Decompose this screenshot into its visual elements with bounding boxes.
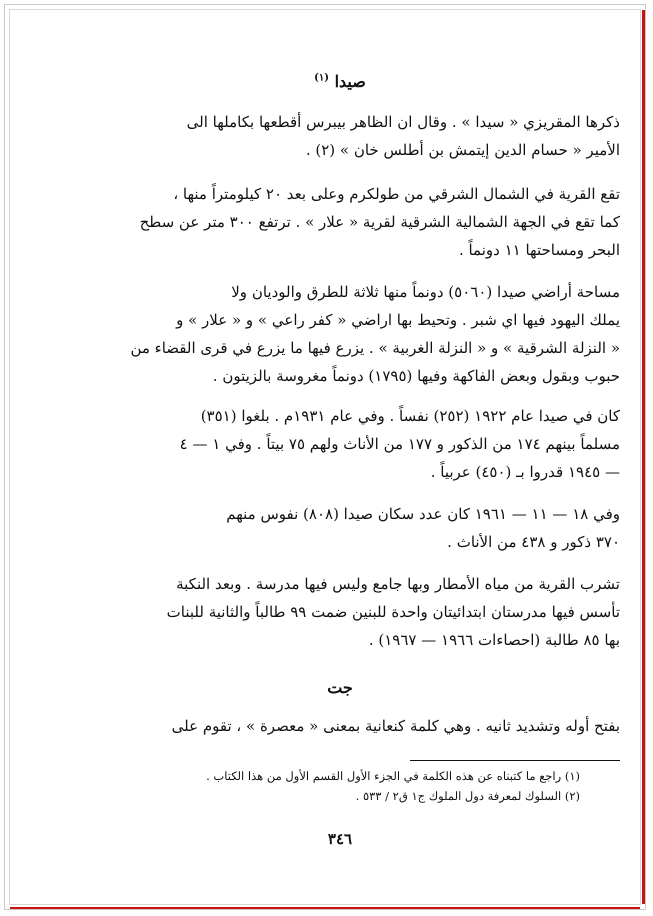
closing-paragraph (60, 712, 620, 740)
paragraph-3 (60, 278, 620, 390)
paragraph-4 (60, 402, 620, 486)
paragraph-line: البحر ومساحتها ١١ دونماً . (458, 241, 620, 259)
footnote-1: (١) راجع ما كتبناه عن هذه الكلمة في الجزء الأول القسم الأول من هذا الكتاب . (206, 769, 580, 783)
footnotes (60, 766, 580, 806)
paragraph-line: « النزلة الشرقية » و « النزلة الغربية » . يزرع فيها ما يزرع في قرى القضاء من (130, 339, 620, 357)
page-number: ٣٤٦ (327, 830, 353, 848)
paragraph-line: تشرب القرية من مياه الأمطار وبها جامع وليس فيها مدرسة . وبعد النكبة (176, 575, 620, 593)
paragraph-line: مسلماً بينهم ١٧٤ من الذكور و ١٧٧ من الأناث ولهم ٧٥ بيتاً . وفي ١ — ٤ (179, 435, 620, 453)
subsection-title-text: جت (327, 678, 353, 697)
subsection-title (60, 678, 620, 697)
section-title-text: صيدا (334, 72, 366, 91)
paragraph-line: يملك اليهود فيها اي شبر . وتحيط بها اراضي « كفر راعي » و « علار » و (176, 311, 620, 329)
paragraph-line: ذكرها المقريزي « سيدا » . وقال ان الظاهر بيبرس أقطعها بكاملها الى (186, 113, 620, 131)
paragraph-2 (60, 180, 620, 264)
paragraph-1 (60, 108, 620, 164)
section-title-footnote-ref: (١) (314, 72, 329, 84)
footnote-2: (٢) السلوك لمعرفة دول الملوك ج١ ق٢ / ٥٣٣ . (355, 789, 580, 803)
paragraph-5 (60, 500, 620, 556)
paragraph-line: تقع القرية في الشمال الشرقي من طولكرم وعلى بعد ٢٠ كيلومتراً منها ، (173, 185, 620, 203)
footnote-divider (410, 760, 620, 761)
paragraph-line: الأمير « حسام الدين إيتمش بن أطلس خان » (٢) . (305, 141, 620, 159)
paragraph-line: تأسس فيها مدرستان ابتدائيتان واحدة للبنين ضمت ٩٩ طالباً والثانية للبنات (166, 603, 620, 621)
paragraph-line: ٣٧٠ ذكور و ٤٣٨ من الأناث . (447, 533, 620, 551)
paragraph-line: مساحة أراضي صيدا (٥٠٦٠) دونماً منها ثلاثة للطرق والوديان ولا (231, 283, 620, 301)
paragraph-6 (60, 570, 620, 654)
vertical-scrollbar[interactable] (642, 10, 645, 904)
paragraph-line: بها ٨٥ طالبة (احصاءات ١٩٦٦ — ١٩٦٧) . (368, 631, 620, 649)
horizontal-scrollbar[interactable] (10, 907, 640, 909)
paragraph-line: كما تقع في الجهة الشمالية الشرقية لقرية « علار » . ترتفع ٣٠٠ متر عن سطح (139, 213, 620, 231)
paragraph-line: كان في صيدا عام ١٩٢٢ (٢٥٢) نفساً . وفي عام ١٩٣١م . بلغوا (٣٥١) (200, 407, 620, 425)
paragraph-line: — ١٩٤٥ قدروا بـ (٤٥٠) عربياً . (430, 463, 620, 481)
paragraph-line: وفي ١٨ — ١١ — ١٩٦١ كان عدد سكان صيدا (٨٠٨) نفوس منهم (226, 505, 620, 523)
section-title (60, 72, 620, 91)
paragraph-line: حبوب وبقول وبعض الفاكهة وفيها (١٧٩٥) دونماً مغروسة بالزيتون . (212, 367, 620, 385)
paragraph-line: بفتح أوله وتشديد ثانيه . وهي كلمة كنعانية بمعنى « معصرة » ، تقوم على (171, 717, 620, 735)
